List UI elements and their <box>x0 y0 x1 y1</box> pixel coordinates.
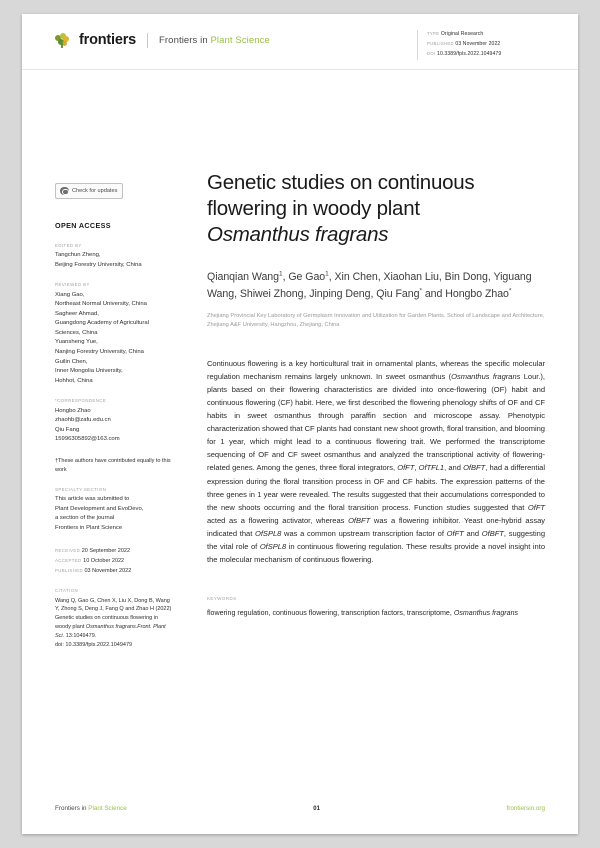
metadata-doi-label: DOI <box>427 50 436 56</box>
author-name[interactable]: Qianqian Wang <box>207 271 279 284</box>
edited-by-label: EDITED BY <box>55 242 82 248</box>
reviewer-line: Xiang Gao, <box>55 291 85 298</box>
article-main <box>207 170 545 619</box>
specialty-line: Frontiers in Plant Science <box>55 525 123 531</box>
edited-by-line: Beijing Forestry University, China <box>55 261 142 268</box>
abstract-segment-italic: Osmanthus fragrans <box>451 372 521 382</box>
specialty-section-label: SPECIALTY SECTION <box>55 486 107 492</box>
abstract-gene-name: OfSPL8 <box>259 541 287 551</box>
published-value: 03 November 2022 <box>84 567 132 574</box>
footer-website-link[interactable]: frontiersin.org <box>506 805 545 812</box>
keywords-species: Osmanthus fragrans <box>453 608 519 617</box>
metadata-type-value: Original Research <box>440 31 484 37</box>
article-title <box>207 170 545 247</box>
journal-name-highlight: Plant Science <box>210 34 270 46</box>
author-affiliation-marker: 1 <box>278 270 283 278</box>
reviewer-line: Sciences, China <box>55 329 98 336</box>
reviewer-line: Hohhot, China <box>55 377 93 384</box>
abstract-segment: , suggesting the vital role of <box>207 528 545 551</box>
abstract-gene-name: OfBFT <box>348 515 371 525</box>
corresponding-author-marker: * <box>508 287 512 295</box>
title-line-2: flowering in woody plant <box>207 196 420 220</box>
correspondence-label: *CORRESPONDENCE <box>55 398 107 404</box>
reviewer-line: Northeast Normal University, China <box>55 301 147 308</box>
received-label: RECEIVED <box>55 547 81 553</box>
reviewed-by-block <box>55 282 173 386</box>
abstract-segment: was a common upstream transcription factor of <box>281 528 447 538</box>
correspondence-email[interactable]: zhaohb@zafu.edu.cn <box>55 417 111 424</box>
abstract-gene-name: OfFT <box>397 463 415 473</box>
accepted-label: ACCEPTED <box>55 557 82 563</box>
citation-period: . <box>135 624 138 631</box>
brand-name: frontiers <box>79 32 137 48</box>
frontiers-branding[interactable] <box>55 32 270 48</box>
specialty-line: Plant Development and EvoDevo, <box>55 505 144 512</box>
citation-species: Osmanthus fragrans <box>85 624 136 631</box>
published-label: PUBLISHED <box>55 567 83 573</box>
abstract-gene-name: OfSPL8 <box>255 528 282 538</box>
reviewer-line: Yuansheng Yue, <box>55 339 98 346</box>
metadata-published-label: PUBLISHED <box>427 40 454 46</box>
specialty-line: This article was submitted to <box>55 496 130 503</box>
reviewed-by-label: REVIEWED BY <box>55 282 90 288</box>
abstract-segment: Continuous flowering is a key horticultural trait in ornamental plants, whereas the specific molecular regulation mechanism remains largely unknown. In sweet osmanthus ( <box>207 359 545 382</box>
author-names-middle[interactable]: , Xin Chen, Xiaohan Liu, Bin Dong, Yiguang Wang, Shiwei Zhong, Jinping Deng, Qiu Fang <box>207 271 532 300</box>
abstract-segment: was a flowering inhibitor. Yeast one-hybrid assay indicated that <box>207 515 546 538</box>
citation-doi[interactable]: doi: 10.3389/fpls.2022.1049479 <box>55 642 133 649</box>
page-footer <box>55 805 545 812</box>
reviewer-line: Guangdong Academy of Agricultural <box>55 320 149 327</box>
metadata-published-value: 03 November 2022 <box>455 40 501 47</box>
abstract-segment: acted as a flowering activator, whereas <box>207 515 349 525</box>
abstract-segment: , <box>414 463 419 473</box>
edited-by-block <box>55 243 173 271</box>
specialty-section-block <box>55 487 173 534</box>
footer-journal-highlight: Plant Science <box>88 805 127 812</box>
citation-label: CITATION <box>55 588 79 594</box>
metadata-published <box>427 40 545 50</box>
abstract-segment: and <box>463 528 482 538</box>
masthead <box>22 14 578 70</box>
journal-name-prefix: Frontiers in <box>159 34 211 46</box>
check-for-updates-label: Check for updates <box>72 187 118 194</box>
author-name-last[interactable]: and Hongbo Zhao <box>421 288 509 300</box>
author-name[interactable]: , Ge Gao <box>282 271 326 284</box>
metadata-doi-value: 10.3389/fpls.2022.1049479 <box>437 50 502 57</box>
equal-contribution-note: †These authors have contributed equally to this work <box>55 458 171 473</box>
reviewer-line: Inner Mongolia University, <box>55 368 123 375</box>
author-affiliation: Zhejiang Provincial Key Laboratory of Germplasm Innovation and Utilization for Garden Plants, School of Landscape and Architecture, Zhejiang A&F University, Hangzhou, Zhejiang, China <box>207 312 545 329</box>
author-list <box>207 269 545 302</box>
abstract-gene-name: OfBFT <box>481 528 504 538</box>
abstract-segment: Lour.), plants based on their flowering characteristics are divided into once-flowering (OF) habit and continuous flowering (CF) habit. Here, we first described the flowering phenology shifts of OF and CF habits in sweet osmanthus through paraffin section and microscope assay. Phenotypic characterization showed that CF plants had constant new shoot growth, floral transition, and blooming for 1 year, which might lead to a continuous flowering trait. We performed the transcriptome sequencing of OF and CF sweet osmanthus and analyzed the transcriptional activity of flowering-related genes. Among the genes, three floral integrators, <box>207 372 545 473</box>
metadata-type-label: TYPE <box>427 31 440 36</box>
check-for-updates-badge[interactable] <box>55 183 123 199</box>
title-species: Osmanthus fragrans <box>207 222 389 246</box>
published-date <box>55 566 173 576</box>
abstract-gene-name: OfTFL1 <box>418 463 445 473</box>
abstract-gene-name: OfBFT <box>463 463 486 473</box>
publication-metadata <box>417 30 545 60</box>
metadata-doi[interactable] <box>427 50 545 60</box>
citation-authors-title: Wang Q, Gao G, Chen X, Liu X, Dong B, Wang Y, Zhong S, Deng J, Fang Q and Zhao H (2022) Genetic studies on continuous flowering in woody plant <box>55 597 172 631</box>
accepted-value: 10 October 2022 <box>83 557 125 564</box>
keywords-label: KEYWORDS <box>207 595 237 601</box>
specialty-line: a section of the journal <box>55 515 115 522</box>
journal-name <box>159 35 270 46</box>
keywords-plain: flowering regulation, continuous flowering, transcription factors, transcriptome, <box>207 608 454 617</box>
received-value: 20 September 2022 <box>81 547 131 554</box>
keywords-list <box>207 607 545 619</box>
abstract-text <box>207 357 545 566</box>
correspondence-name: Qiu Fang <box>55 426 80 433</box>
accepted-date <box>55 556 173 566</box>
paper-page <box>22 14 578 834</box>
abstract-segment: , and <box>444 463 464 473</box>
abstract-segment: in continuous flowering regulation. These results provide a novel insight into the molecular mechanism of continuous flowering. <box>207 541 545 564</box>
page-content <box>22 70 578 792</box>
sidebar <box>55 182 173 662</box>
article-dates-block <box>55 546 173 577</box>
abstract-segment: , had a differential expression during the floral transition process in OF and CF habits. The expression patterns of the three genes in 1 year were revealed. The results suggested that their accumulations corresponded to the new shoots occurring and the floral transition process. Function studies suggested that <box>207 463 546 512</box>
reviewer-line: Sagheer Ahmad, <box>55 310 99 317</box>
open-access-label: OPEN ACCESS <box>55 220 111 230</box>
corresponding-author-marker: * <box>419 287 422 295</box>
received-date <box>55 546 173 556</box>
edited-by-line: Tangchun Zheng, <box>55 252 101 258</box>
correspondence-email[interactable]: 15996305892@163.com <box>55 436 120 443</box>
abstract-gene-name: OfFT <box>446 528 464 538</box>
frontiers-flower-logo-icon <box>55 33 70 48</box>
correspondence-name: Hongbo Zhao <box>55 407 91 414</box>
crossmark-icon <box>60 187 69 196</box>
brand-divider <box>147 33 148 48</box>
correspondence-block <box>55 398 173 445</box>
citation-text <box>55 597 173 642</box>
citation-journal: Front. Plant Sci. <box>55 624 166 640</box>
abstract-gene-name: OfFT <box>527 502 545 512</box>
footer-journal-prefix: Frontiers in <box>55 805 89 812</box>
citation-locator: 13:1049479. <box>64 633 97 640</box>
citation-block <box>55 588 173 650</box>
reviewer-line: Guilin Chen, <box>55 358 88 365</box>
metadata-type <box>427 30 545 40</box>
reviewer-line: Nanjing Forestry University, China <box>55 349 144 355</box>
author-affiliation-marker: 1 <box>325 270 329 278</box>
title-line-1: Genetic studies on continuous <box>207 171 475 194</box>
page-number: 01 <box>313 805 320 812</box>
footer-journal <box>55 805 127 812</box>
